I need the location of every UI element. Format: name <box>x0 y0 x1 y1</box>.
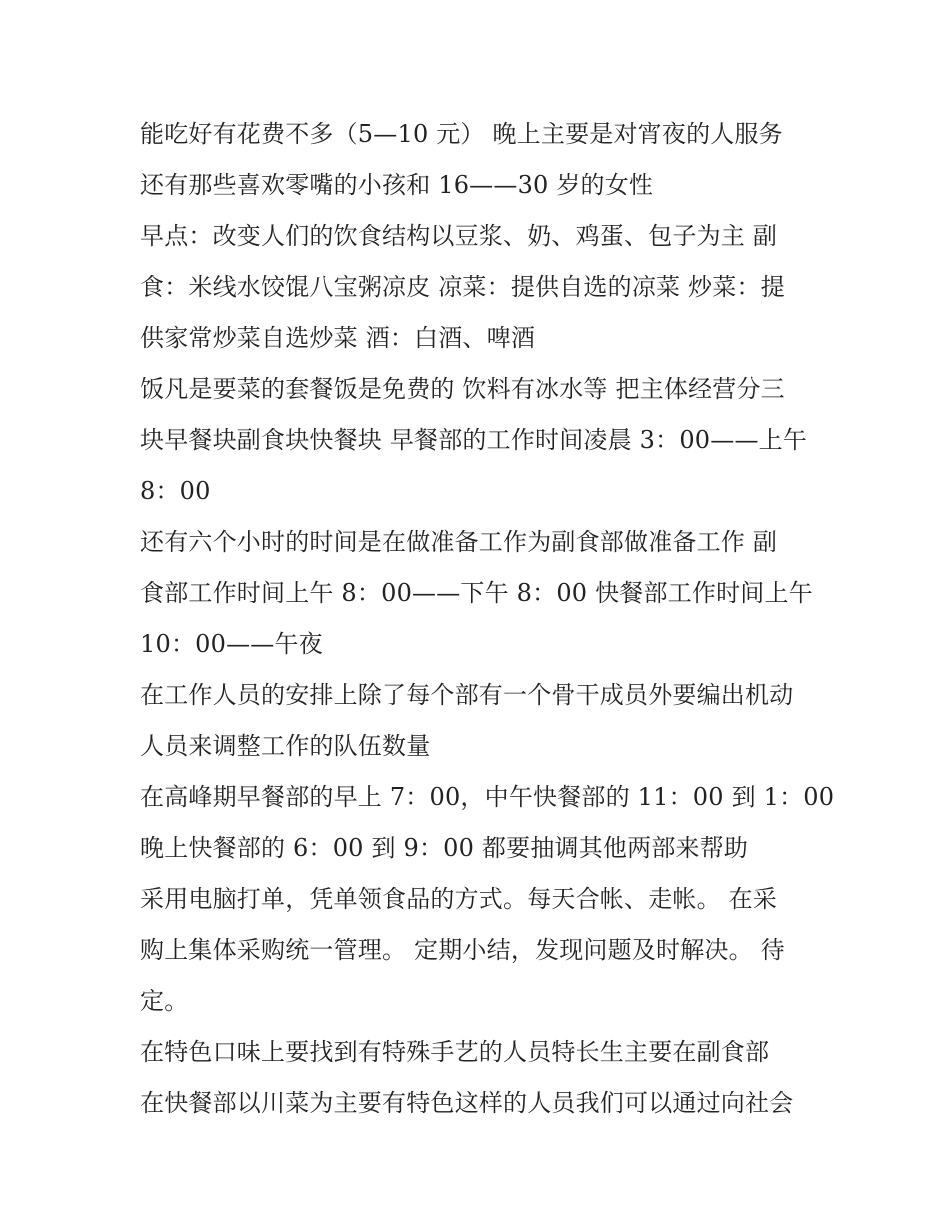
text-line: 人员来调整工作的队伍数量 <box>140 732 431 760</box>
text-line: 块早餐块副食块快餐块 早餐部的工作时间凌晨 3：00——上午 <box>140 426 808 454</box>
text-line: 早点：改变人们的饮食结构以豆浆、奶、鸡蛋、包子为主 副 <box>140 222 778 250</box>
text-line: 饭凡是要菜的套餐饭是免费的 饮料有冰水等 把主体经营分三 <box>140 375 785 403</box>
text-line: 定。 <box>140 987 189 1015</box>
text-line: 供家常炒菜自选炒菜 酒：白酒、啤酒 <box>140 324 536 352</box>
text-line: 食部工作时间上午 8：00——下午 8：00 快餐部工作时间上午 <box>140 579 813 607</box>
body-text <box>140 109 835 1129</box>
text-line: 购上集体采购统一管理。 定期小结，发现问题及时解决。 待 <box>140 936 785 964</box>
text-line: 在快餐部以川菜为主要有特色这样的人员我们可以通过向社会 <box>140 1089 794 1117</box>
text-line: 在特色口味上要找到有特殊手艺的人员特长生主要在副食部 <box>140 1038 770 1066</box>
text-line: 食：米线水饺馄八宝粥凉皮 凉菜：提供自选的凉菜 炒菜：提 <box>140 273 785 301</box>
text-line: 8：00 <box>140 477 211 505</box>
text-line: 还有那些喜欢零嘴的小孩和 16——30 岁的女性 <box>140 171 654 199</box>
text-line: 在工作人员的安排上除了每个部有一个骨干成员外要编出机动 <box>140 681 794 709</box>
text-line: 晚上快餐部的 6：00 到 9：00 都要抽调其他两部来帮助 <box>140 834 749 862</box>
text-line: 采用电脑打单，凭单领食品的方式。每天合帐、走帐。 在采 <box>140 885 778 913</box>
text-line: 还有六个小时的时间是在做准备工作为副食部做准备工作 副 <box>140 528 778 556</box>
text-line: 能吃好有花费不多（5—10 元） 晚上主要是对宵夜的人服务 <box>140 120 783 148</box>
text-line: 10：00——午夜 <box>140 630 323 658</box>
text-line: 在高峰期早餐部的早上 7：00，中午快餐部的 11：00 到 1：00 <box>140 783 835 811</box>
